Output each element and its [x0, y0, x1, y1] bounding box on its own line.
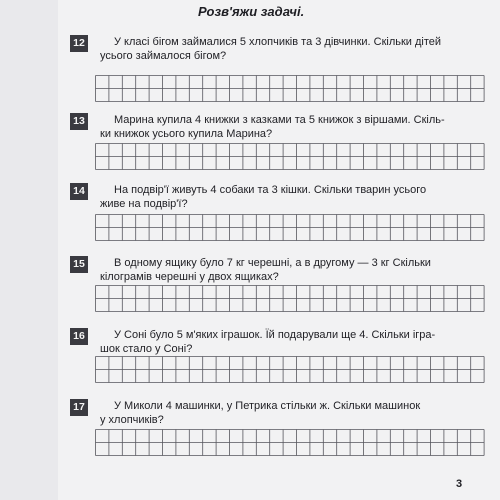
problem-text-line-2: усього займалося бігом? — [100, 50, 227, 62]
problem-number: 12 — [70, 35, 88, 52]
problem-text-line-2: шок стало у Соні? — [100, 343, 193, 355]
problem-text — [100, 35, 480, 63]
problem-text-line-2: кілограмів черешні у двох ящиках? — [100, 271, 279, 283]
problem-number: 13 — [70, 113, 88, 130]
problem-text-line-2: у хлопчиків? — [100, 414, 164, 426]
problem-number: 16 — [70, 328, 88, 345]
page-number: 3 — [456, 478, 463, 490]
problem-text — [100, 113, 480, 141]
problem-number: 17 — [70, 399, 88, 416]
page-title: Розв'яжи задачі. — [198, 4, 305, 19]
answer-grid[interactable] — [95, 214, 486, 241]
problem-text — [100, 328, 480, 356]
answer-grid[interactable] — [95, 356, 486, 383]
problem-text-line-1: Марина купила 4 книжки з казками та 5 книжок з віршами. Скіль- — [114, 114, 445, 126]
problem-text — [100, 256, 480, 284]
problem-number: 14 — [70, 183, 88, 200]
answer-grid[interactable] — [95, 285, 486, 312]
problem-number: 15 — [70, 256, 88, 273]
answer-grid[interactable] — [95, 429, 486, 456]
problem-text-line-1: У Соні було 5 м'яких іграшок. Їй подарували ще 4. Скільки ігра- — [114, 329, 436, 341]
problem-text-line-1: У класі бігом займалися 5 хлопчиків та 3 дівчинки. Скільки дітей — [114, 36, 442, 48]
problem-text-line-1: В одному ящику було 7 кг черешні, а в другому — 3 кг Скільки — [114, 257, 431, 269]
problem-text-line-1: У Миколи 4 машинки, у Петрика стільки ж. Скільки машинок — [114, 400, 421, 412]
workbook-page — [58, 0, 500, 500]
answer-grid[interactable] — [95, 143, 486, 170]
answer-grid[interactable] — [95, 75, 486, 102]
problem-text — [100, 399, 480, 427]
problem-text — [100, 183, 480, 211]
problem-text-line-2: ки книжок усього купила Марина? — [100, 128, 273, 140]
problem-text-line-2: живе на подвір'ї? — [100, 198, 188, 210]
problem-text-line-1: На подвір'ї живуть 4 собаки та 3 кішки. Скільки тварин усього — [114, 184, 427, 196]
